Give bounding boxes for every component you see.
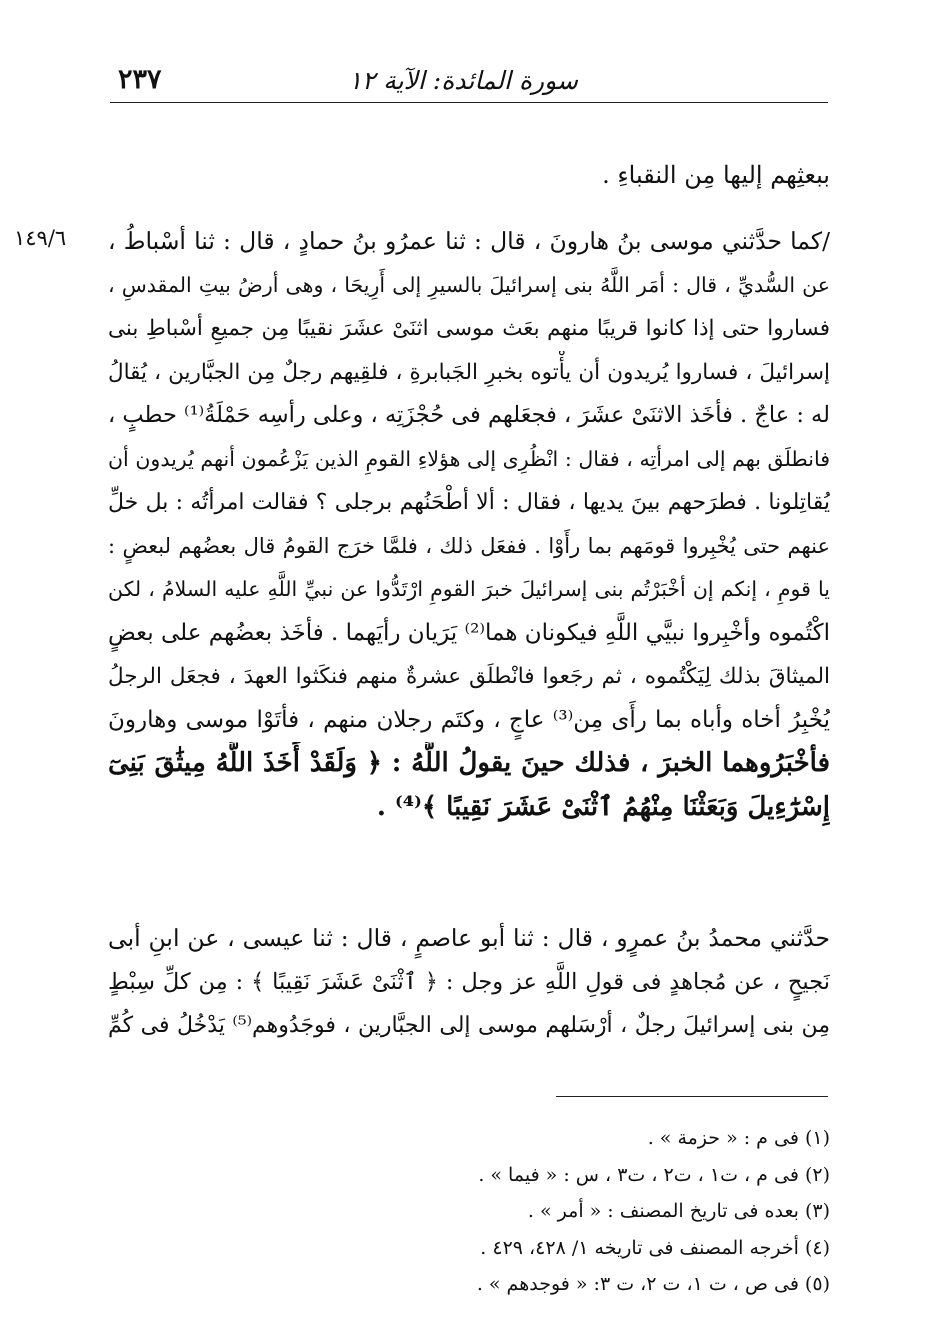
running-header <box>110 62 828 103</box>
page-number: ٢٣٧ <box>118 64 162 95</box>
text-line: الميثاقَ بذلك لِيَكْتُموه ، ثم رجَعوا فانْطلَق عشرةٌ منهم فنكَثوا العهدَ ، فجعَل الرجلُ <box>108 664 830 689</box>
text-line: حدَّثني محمدُ بنُ عمرٍو ، قال : ثنا أبو عاصمٍ ، قال : ثنا عيسى ، عن ابنِ أبى <box>108 924 830 952</box>
text-line: عنهم حتى يُخْبِروا قومَهم بما رأَوْا . ففعَل ذلك ، فلمَّا خرَج القومُ قال بعضُهم لبعضٍ : <box>108 533 830 558</box>
footnote: (٢) فى م ، ت١ ، ت٢ ، ت٣ ، س : « فيما » . <box>478 1163 830 1186</box>
quran-verse-line: إِسْرَٰٓءِيلَ وَبَعَثْنَا مِنْهُمُ ٱثْنَىْ عَشَرَ نَقِيبًا ﴾⁽⁴⁾ . <box>376 791 830 822</box>
paragraph-3 <box>108 917 830 1048</box>
text-line: ببعثِهم إليها مِن النقباءِ . <box>602 161 830 189</box>
margin-reference: ١٤٩/٦ <box>14 226 67 250</box>
footnote: (١) فى م : « حزمة » . <box>647 1127 830 1149</box>
footnote: (٥) فى ص ، ت ١، ت ٢، ت ٣: « فوجدهم » . <box>476 1273 830 1295</box>
text-line: فانطلَق بهم إلى امرأتِه ، فقال : انْظُرِى إلى هؤلاءِ القومِ الذين يَزْعُمون أنهم يُريدون أن <box>108 446 830 471</box>
text-line: يا قومِ ، إنكم إن أخْبَرْتُم بنى إسرائيلَ خبرَ القومِ ارْتَدُّوا عن نبيِّ اللَّهِ عليه السلامُ ، لكن <box>108 577 830 601</box>
quran-verse-line: فأخْبَرُوهما الخبرَ ، فذلك حينَ يقولُ اللَّهُ : ﴿ وَلَقَدْ أَخَذَ اللَّهُ مِيثَٰقَ بَنِىٓ <box>108 748 830 778</box>
text-line: يُخْبِرُ أخاه وأباه بما رأَى مِن⁽³⁾ عاجٍ ، وكتَم رجلان منهم ، فأتَوْا موسى وهارونَ <box>108 706 830 733</box>
text-line: عن السُّديِّ ، قال : أمَر اللَّهُ بنى إسرائيلَ بالسيرِ إلى أَرِيحَا ، وهى أرضُ بيتِ المقدسِ ، <box>108 272 830 297</box>
text-line: مِن بنى إسرائيلَ رجلٌ ، أرْسَلهم موسى إلى الجبَّارين ، فوجَدُوهم⁽⁵⁾ يَدْخُلُ فى كُمِّ <box>108 1013 830 1038</box>
footnotes <box>108 1120 830 1303</box>
footnote-separator <box>556 1096 828 1097</box>
text-line: له : عاجٌ . فأخَذ الاثنَىْ عشَرَ ، فجعَلهم فى حُجْزَتِه ، وعلى رأسِه حَمْلَةُ⁽¹⁾ حطبٍ ، <box>108 402 830 428</box>
footnote: (٣) بعده فى تاريخ المصنف : « أمر » . <box>527 1200 830 1222</box>
text-line: اكْتُموه وأخْبِروا نبيَّي اللَّهِ فيكونان هما⁽²⁾ يَرَيان رأيَهما . فأخَذ بعضُهم على بعضٍ <box>108 619 830 646</box>
header-title: سورة المائدة: الآية ١٢ <box>348 66 578 95</box>
text-line: /كما حدَّثني موسى بنُ هارونَ ، قال : ثنا عمرُو بنُ حمادٍ ، قال : ثنا أسْباطُ ، <box>108 227 830 255</box>
text-line: نَجيحٍ ، عن مُجاهدٍ فى قولِ اللَّهِ عز وجل : ﴿ ٱثْنَىْ عَشَرَ نَقِيبًا ﴾ : مِن كلِّ سِبْطٍ <box>108 968 830 995</box>
text-line: فساروا حتى إذا كانوا قريبًا منهم بعَث موسى اثنَىْ عشَرَ نقيبًا مِن جميعِ أسْباطِ بنى <box>108 316 830 341</box>
footnote: (٤) أخرجه المصنف فى تاريخه ١/ ٤٢٨، ٤٢٩ . <box>480 1236 830 1259</box>
text-line: إسرائيلَ ، فساروا يُريدون أن يأْتوه بخبرِ الجَبابرةِ ، فلقِيهم رجلٌ مِن الجبَّارين ، يُقالُ <box>108 359 830 385</box>
paragraph-1 <box>108 154 830 198</box>
text-line: يُقاتِلونا . فطرَحهم بينَ يديها ، فقال : ألا أطْحَنُهم برجلى ؟ فقالت امرأتُه : بل خلِّ <box>108 490 830 515</box>
paragraph-2 <box>108 220 830 829</box>
